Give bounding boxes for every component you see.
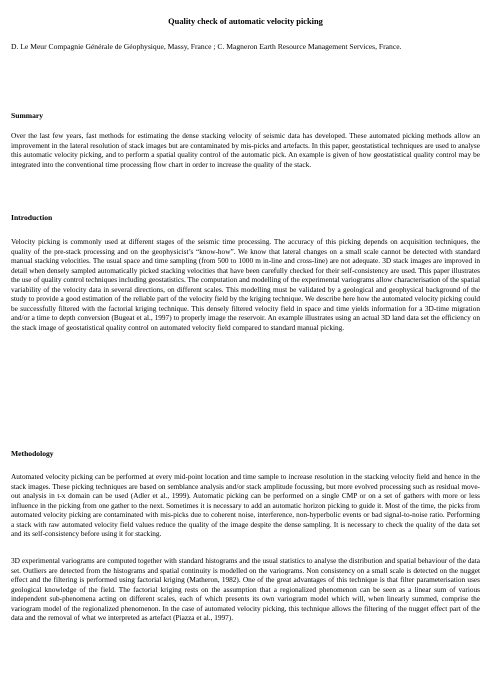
summary-paragraph: Over the last few years, fast methods for estimating the dense stacking velocity of seismic data has developed. These automated picking methods allow an improvement in the lateral resolution of stack images but are contaminated by mis-picks and artefacts. In this paper, geostatistical techniques are used to analyse this automatic velocity picking, and to perform a spatial quality control of the automatic pick. An example is given of how geostatistical quality control may be integrated into the conventional time processing flow chart in order to increase the quality of the stack. [11, 131, 480, 169]
methodology-heading: Methodology [11, 449, 54, 458]
methodology-paragraph: Automated velocity picking can be performed at every mid-point location and time sample to increase resolution in the stacking velocity field and hence in the stack images. These picking techniques are based on semblance analysis and/or stack amplitude focussing, but more evolved processing such as residual move-out analysis in t-x domain can be used (Adler et al., 1999). Automatic picking can be performed on a single CMP or on a set of gathers with more or less influence in the picking from one gather to the next. Sometimes it is necessary to add an automatic horizon picking to guide it. Most of the time, the picks from automated velocity picking are contaminated with mis-picks due to coherent noise, interference, non-hyperbolic events or bad signal-to-noise ratio. Performing a stack with raw automated velocity field values reduce the quality of the image despite the dense sampling. It is necessary to check the quality of the data set and its self-consistency before using it for stacking. [11, 472, 480, 538]
introduction-paragraph: Velocity picking is commonly used at different stages of the seismic time processing. The accuracy of this picking depends on acquisition techniques, the quality of the pre-stack processing and on the geophysicist’s “know-how”. We know that lateral changes on a small scale cannot be detected with standard manual stacking velocities. The usual space and time sampling (from 500 to 1000 m in-line and cross-line) are not adequate. 3D stack images are improved in detail when densely sampled automatically picked stacking velocities that have been carefully checked for their self-consistency are used. This paper illustrates the use of quality control techniques including geostatistics. The computation and modelling of the experimental variograms allow characterisation of the spatial variability of the velocity data in several directions, on different scales. This modelling must be validated by a geological and geophysical background of the study to provide a good estimation of the reliable part of the velocity field by the kriging technique. We describe here how the automated velocity picking could be successfully filtered with the factorial kriging technique. This densely filtered velocity field in space and time yields information for a 3D-time migration and/or a time to depth conversion (Bugeat et al., 1997) to properly image the reservoir. An example illustrates using an actual 3D land data set the efficiency on the stack image of geostatistical quality control on automated velocity field compared to standard manual picking. [11, 237, 480, 332]
summary-heading: Summary [11, 111, 44, 120]
paper-title: Quality check of automatic velocity picking [168, 17, 323, 26]
methodology-paragraph: 3D experimental variograms are computed together with standard histograms and the usual statistics to analyse the distribution and spatial behaviour of the data set. Outliers are detected from the histograms and spatial continuity is modelled on the variograms. Non consistency on a small scale is detected on the nugget effect and the filtering is performed using factorial kriging (Matheron, 1982). One of the great advantages of this technique is that filter parameterisation uses geological knowledge of the field. The factorial kriging rests on the assumption that a regionalized phenomenon can be seen as a linear sum of various independent sub-phenomena acting on different scales, each of which presents its own variogram model which will, when linearly summed, comprise the variogram model of the regionalized phenomenon. In the case of automated velocity picking, this technique allows the filtering of the nugget effect part of the data and the removal of what we interpreted as artefact (Piazza et al., 1997). [11, 556, 480, 622]
author-affiliations: D. Le Meur Compagnie Générale de Géophysique, Massy, France ; C. Magneron Earth Resource Management Services, France. [11, 42, 402, 51]
introduction-heading: Introduction [11, 213, 53, 222]
